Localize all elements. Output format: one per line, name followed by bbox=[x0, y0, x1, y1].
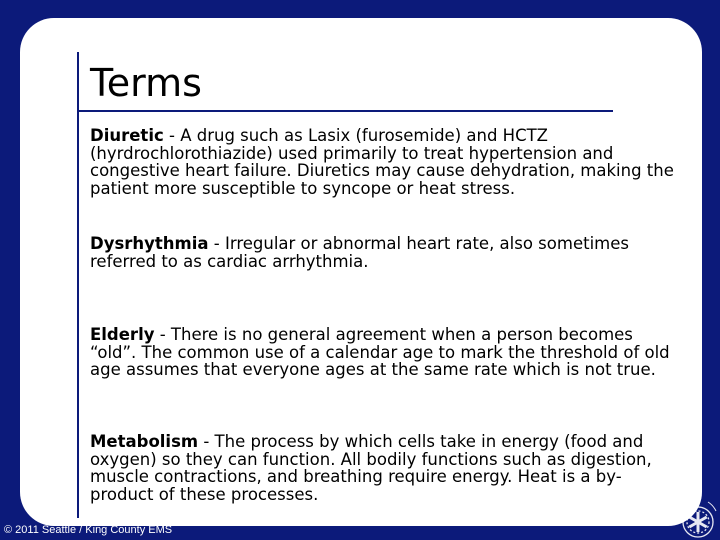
term-diuretic bbox=[90, 127, 682, 197]
term-name: Metabolism bbox=[90, 432, 199, 451]
term-definition: - Irregular or abnormal heart rate, also sometimes referred to as cardiac arrhythmia. bbox=[90, 234, 629, 271]
term-definition: - A drug such as Lasix (furosemide) and HCTZ (hyrdrochlorothiazide) used primarily to treat hypertension and congestive heart failure. Diuretics may cause dehydration, making the patient more susceptible to syncope or heat stress. bbox=[90, 126, 674, 198]
slide-title: Terms bbox=[90, 61, 202, 105]
term-name: Elderly bbox=[90, 325, 155, 344]
star-of-life-seal-icon bbox=[668, 496, 720, 540]
title-underline bbox=[79, 110, 613, 112]
term-dysrhythmia bbox=[90, 235, 682, 270]
vertical-rule bbox=[77, 52, 79, 518]
term-definition: - The process by which cells take in energy (food and oxygen) so they can function. All bodily functions such as digestion, muscle contractions, and breathing require energy. Heat is a by-product of these processes. bbox=[90, 432, 652, 504]
term-metabolism bbox=[90, 433, 682, 503]
term-elderly bbox=[90, 326, 682, 379]
term-definition: - There is no general agreement when a person becomes “old”. The common use of a calendar age to mark the threshold of old age assumes that everyone ages at the same rate which is not true. bbox=[90, 325, 670, 380]
term-name: Diuretic bbox=[90, 126, 164, 145]
copyright-footer: © 2011 Seattle / King County EMS bbox=[4, 524, 173, 536]
term-name: Dysrhythmia bbox=[90, 234, 209, 253]
